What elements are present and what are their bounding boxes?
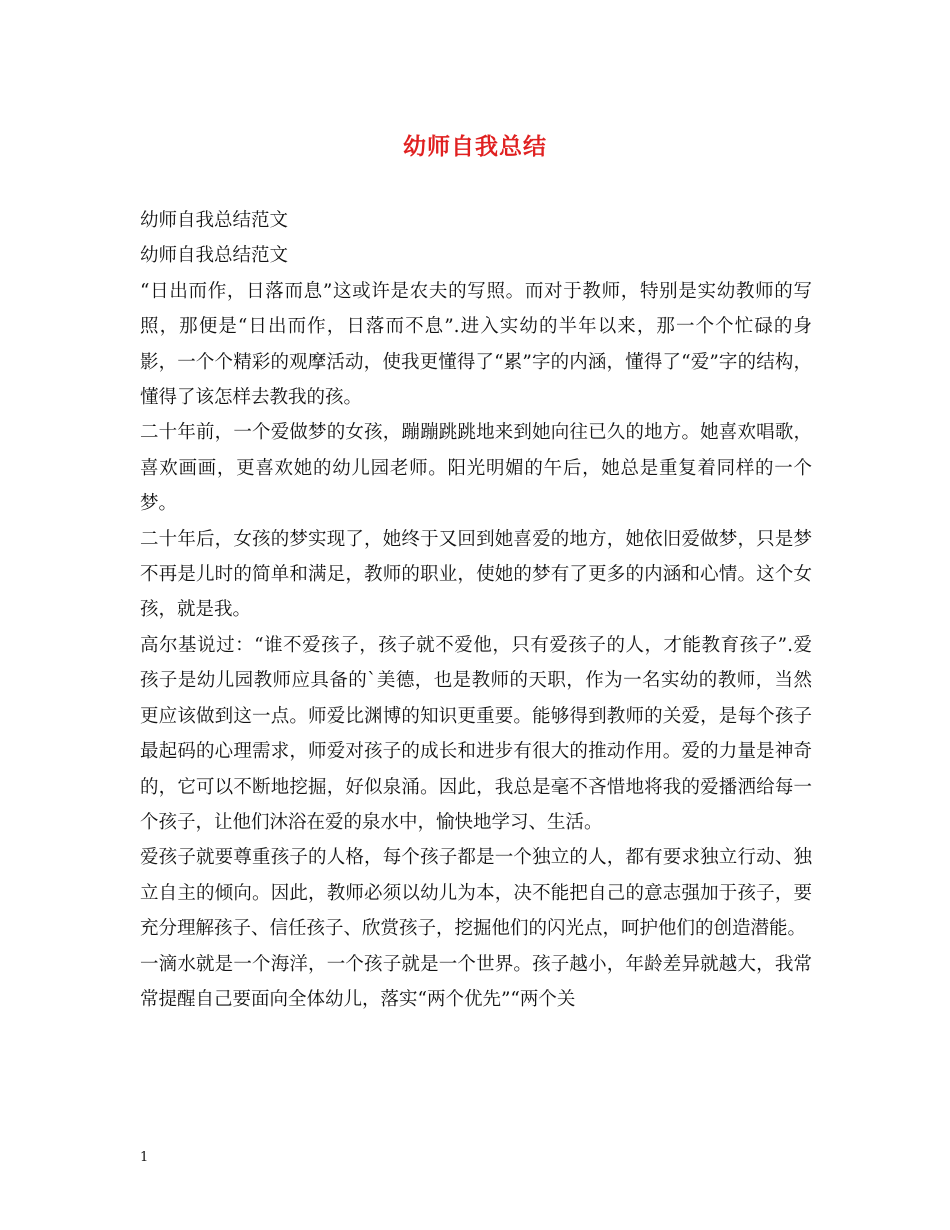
paragraph: “日出而作，日落而息”这或许是农夫的写照。而对于教师，特别是实幼教师的写照，那便是“日出而作，日落而不息”.进入实幼的半年以来，那一个个忙碌的身影，一个个精彩的观摩活动，使我更懂得了“累”字的内涵，懂得了“爱”字的结构，懂得了该怎样去教我的孩。 [140, 280, 812, 409]
paragraph-subtitle-2: 幼师自我总结范文 [140, 245, 289, 267]
paragraph: 一滴水就是一个海洋，一个孩子就是一个世界。孩子越小，年龄差异就越大，我常常提醒自己要面向全体幼儿，落实“两个优先”“两个关 [140, 953, 812, 1010]
paragraph: 爱孩子就要尊重孩子的人格，每个孩子都是一个独立的人，都有要求独立行动、独立自主的倾向。因此，教师必须以幼儿为本，决不能把自己的意志强加于孩子，要充分理解孩子、信任孩子、欣赏孩子，挖掘他们的闪光点，呵护他们的创造潜能。 [140, 847, 812, 940]
paragraph: 二十年前，一个爱做梦的女孩，蹦蹦跳跳地来到她向往已久的地方。她喜欢唱歌，喜欢画画，更喜欢她的幼儿园老师。阳光明媚的午后，她总是重复着同样的一个梦。 [140, 422, 812, 515]
page-number: 1 [140, 1150, 149, 1165]
document-body [140, 203, 812, 1017]
paragraph-subtitle-1: 幼师自我总结范文 [140, 210, 289, 231]
paragraph: 二十年后，女孩的梦实现了，她终于又回到她喜爱的地方，她依旧爱做梦，只是梦不再是儿时的简单和满足，教师的职业，使她的梦有了更多的内涵和心情。这个女孩，就是我。 [140, 528, 812, 621]
document-title: 幼师自我总结 [403, 133, 547, 160]
paragraph: 高尔基说过：“谁不爱孩子，孩子就不爱他，只有爱孩子的人，才能教育孩子”.爱孩子是幼儿园教师应具备的`美德，也是教师的天职，作为一名实幼的教师，当然更应该做到这一点。师爱比渊博的知识更重要。能够得到教师的关爱，是每个孩子最起码的心理需求，师爱对孩子的成长和进步有很大的推动作用。爱的力量是神奇的，它可以不断地挖掘，好似泉涌。因此，我总是毫不吝惜地将我的爱播洒给每一个孩子，让他们沐浴在爱的泉水中，愉快地学习、生活。 [140, 634, 812, 833]
